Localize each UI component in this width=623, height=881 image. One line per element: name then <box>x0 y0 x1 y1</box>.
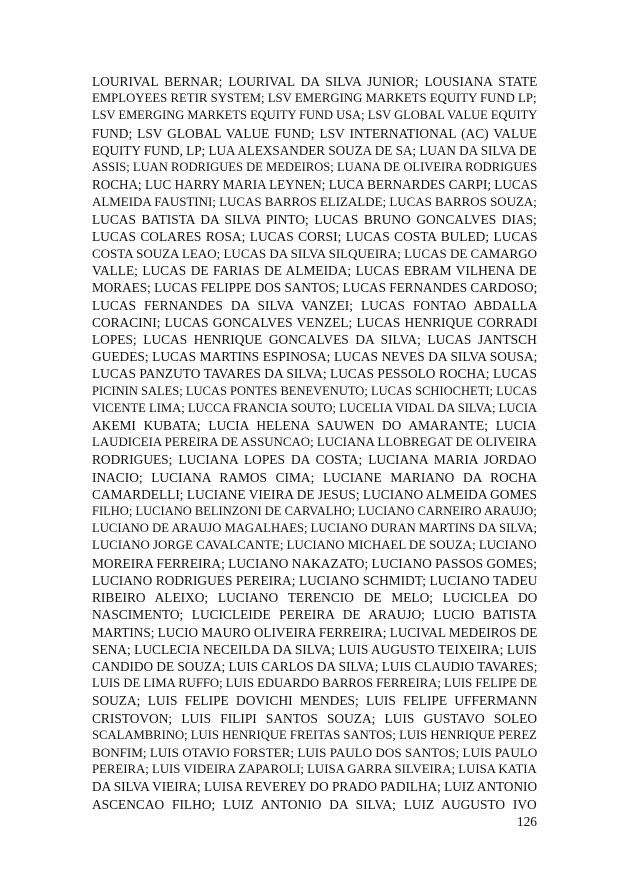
text-line: MOREIRA FERREIRA; LUCIANO NAKAZATO; LUCIANO PASSOS GOMES; <box>92 555 537 571</box>
text-line: EQUITY FUND, LP; LUA ALEXSANDER SOUZA DE SA; LUAN DA SILVA DE <box>92 142 537 158</box>
text-line: CAMARDELLI; LUCIANE VIEIRA DE JESUS; LUCIANO ALMEIDA GOMES <box>92 486 537 502</box>
body-text <box>92 73 537 813</box>
text-line: BONFIM; LUIS OTAVIO FORSTER; LUIS PAULO DOS SANTOS; LUIS PAULO <box>92 744 537 760</box>
text-line: LUCIANO RODRIGUES PEREIRA; LUCIANO SCHMIDT; LUCIANO TADEU <box>92 572 537 588</box>
text-line: LSV EMERGING MARKETS EQUITY FUND USA; LSV GLOBAL VALUE EQUITY <box>92 108 537 123</box>
text-line: LUCAS COLARES ROSA; LUCAS CORSI; LUCAS COSTA BULED; LUCAS <box>92 228 537 244</box>
text-line: EMPLOYEES RETIR SYSTEM; LSV EMERGING MARKETS EQUITY FUND LP; <box>92 91 537 106</box>
text-line: GUEDES; LUCAS MARTINS ESPINOSA; LUCAS NEVES DA SILVA SOUSA; <box>92 349 537 365</box>
text-line: FUND; LSV GLOBAL VALUE FUND; LSV INTERNATIONAL (AC) VALUE <box>92 125 537 141</box>
text-line: ASCENCAO FILHO; LUIZ ANTONIO DA SILVA; LUIZ AUGUSTO IVO <box>92 796 537 812</box>
text-line: ASSIS; LUAN RODRIGUES DE MEDEIROS; LUANA DE OLIVEIRA RODRIGUES <box>92 160 537 175</box>
text-line: LOPES; LUCAS HENRIQUE GONCALVES DA SILVA; LUCAS JANTSCH <box>92 332 537 348</box>
text-line: AKEMI KUBATA; LUCIA HELENA SAUWEN DO AMARANTE; LUCIA <box>92 418 537 434</box>
text-line: RIBEIRO ALEIXO; LUCIANO TERENCIO DE MELO; LUCICLEA DO <box>92 590 537 606</box>
text-line: DA SILVA VIEIRA; LUISA REVEREY DO PRADO PADILHA; LUIZ ANTONIO <box>92 779 537 795</box>
text-line: LOURIVAL BERNAR; LOURIVAL DA SILVA JUNIOR; LOUSIANA STATE <box>92 74 537 89</box>
text-line: LUCIANO DE ARAUJO MAGALHAES; LUCIANO DURAN MARTINS DA SILVA; <box>92 521 537 536</box>
text-line: COSTA SOUZA LEAO; LUCAS DA SILVA SILQUEIRA; LUCAS DE CAMARGO <box>92 246 537 262</box>
text-line: PICININ SALES; LUCAS PONTES BENEVENUTO; LUCAS SCHIOCHETI; LUCAS <box>92 383 537 398</box>
text-line: CANDIDO DE SOUZA; LUIS CARLOS DA SILVA; LUIS CLAUDIO TAVARES; <box>92 658 537 674</box>
text-line: VICENTE LIMA; LUCCA FRANCIA SOUTO; LUCELIA VIDAL DA SILVA; LUCIA <box>92 400 537 415</box>
text-line: SENA; LUCLECIA NECEILDA DA SILVA; LUIS AUGUSTO TEIXEIRA; LUIS <box>92 641 537 657</box>
text-line: RODRIGUES; LUCIANA LOPES DA COSTA; LUCIANA MARIA JORDAO <box>92 452 537 468</box>
text-line: LUCAS BATISTA DA SILVA PINTO; LUCAS BRUNO GONCALVES DIAS; <box>92 211 537 227</box>
text-line: VALLE; LUCAS DE FARIAS DE ALMEIDA; LUCAS EBRAM VILHENA DE <box>92 263 537 279</box>
text-line: LUCAS PANZUTO TAVARES DA SILVA; LUCAS PESSOLO ROCHA; LUCAS <box>92 366 537 382</box>
text-line: FILHO; LUCIANO BELINZONI DE CARVALHO; LUCIANO CARNEIRO ARAUJO; <box>92 504 537 519</box>
text-line: LAUDICEIA PEREIRA DE ASSUNCAO; LUCIANA LLOBREGAT DE OLIVEIRA <box>92 435 537 450</box>
text-line: MARTINS; LUCIO MAURO OLIVEIRA FERREIRA; LUCIVAL MEDEIROS DE <box>92 624 537 640</box>
text-line: NASCIMENTO; LUCICLEIDE PEREIRA DE ARAUJO; LUCIO BATISTA <box>92 607 537 623</box>
page-number: 126 <box>516 814 537 829</box>
text-line: INACIO; LUCIANA RAMOS CIMA; LUCIANE MARIANO DA ROCHA <box>92 469 537 485</box>
text-line: LUCIANO JORGE CAVALCANTE; LUCIANO MICHAEL DE SOUZA; LUCIANO <box>92 538 537 553</box>
text-line: ROCHA; LUC HARRY MARIA LEYNEN; LUCA BERNARDES CARPI; LUCAS <box>92 177 537 193</box>
text-line: SCALAMBRINO; LUIS HENRIQUE FREITAS SANTOS; LUIS HENRIQUE PEREZ <box>92 727 537 742</box>
text-line: SOUZA; LUIS FELIPE DOVICHI MENDES; LUIS FELIPE UFFERMANN <box>92 693 537 709</box>
text-line: CORACINI; LUCAS GONCALVES VENZEL; LUCAS HENRIQUE CORRADI <box>92 314 537 330</box>
text-line: LUIS DE LIMA RUFFO; LUIS EDUARDO BARROS FERREIRA; LUIS FELIPE DE <box>92 676 537 691</box>
text-line: PEREIRA; LUIS VIDEIRA ZAPAROLI; LUISA GARRA SILVEIRA; LUISA KATIA <box>92 762 537 777</box>
text-line: CRISTOVON; LUIS FILIPI SANTOS SOUZA; LUIS GUSTAVO SOLEO <box>92 710 537 726</box>
text-line: MORAES; LUCAS FELIPPE DOS SANTOS; LUCAS FERNANDES CARDOSO; <box>92 280 537 296</box>
text-line: ALMEIDA FAUSTINI; LUCAS BARROS ELIZALDE; LUCAS BARROS SOUZA; <box>92 194 537 210</box>
text-line: LUCAS FERNANDES DA SILVA VANZEI; LUCAS FONTAO ABDALLA <box>92 297 537 313</box>
